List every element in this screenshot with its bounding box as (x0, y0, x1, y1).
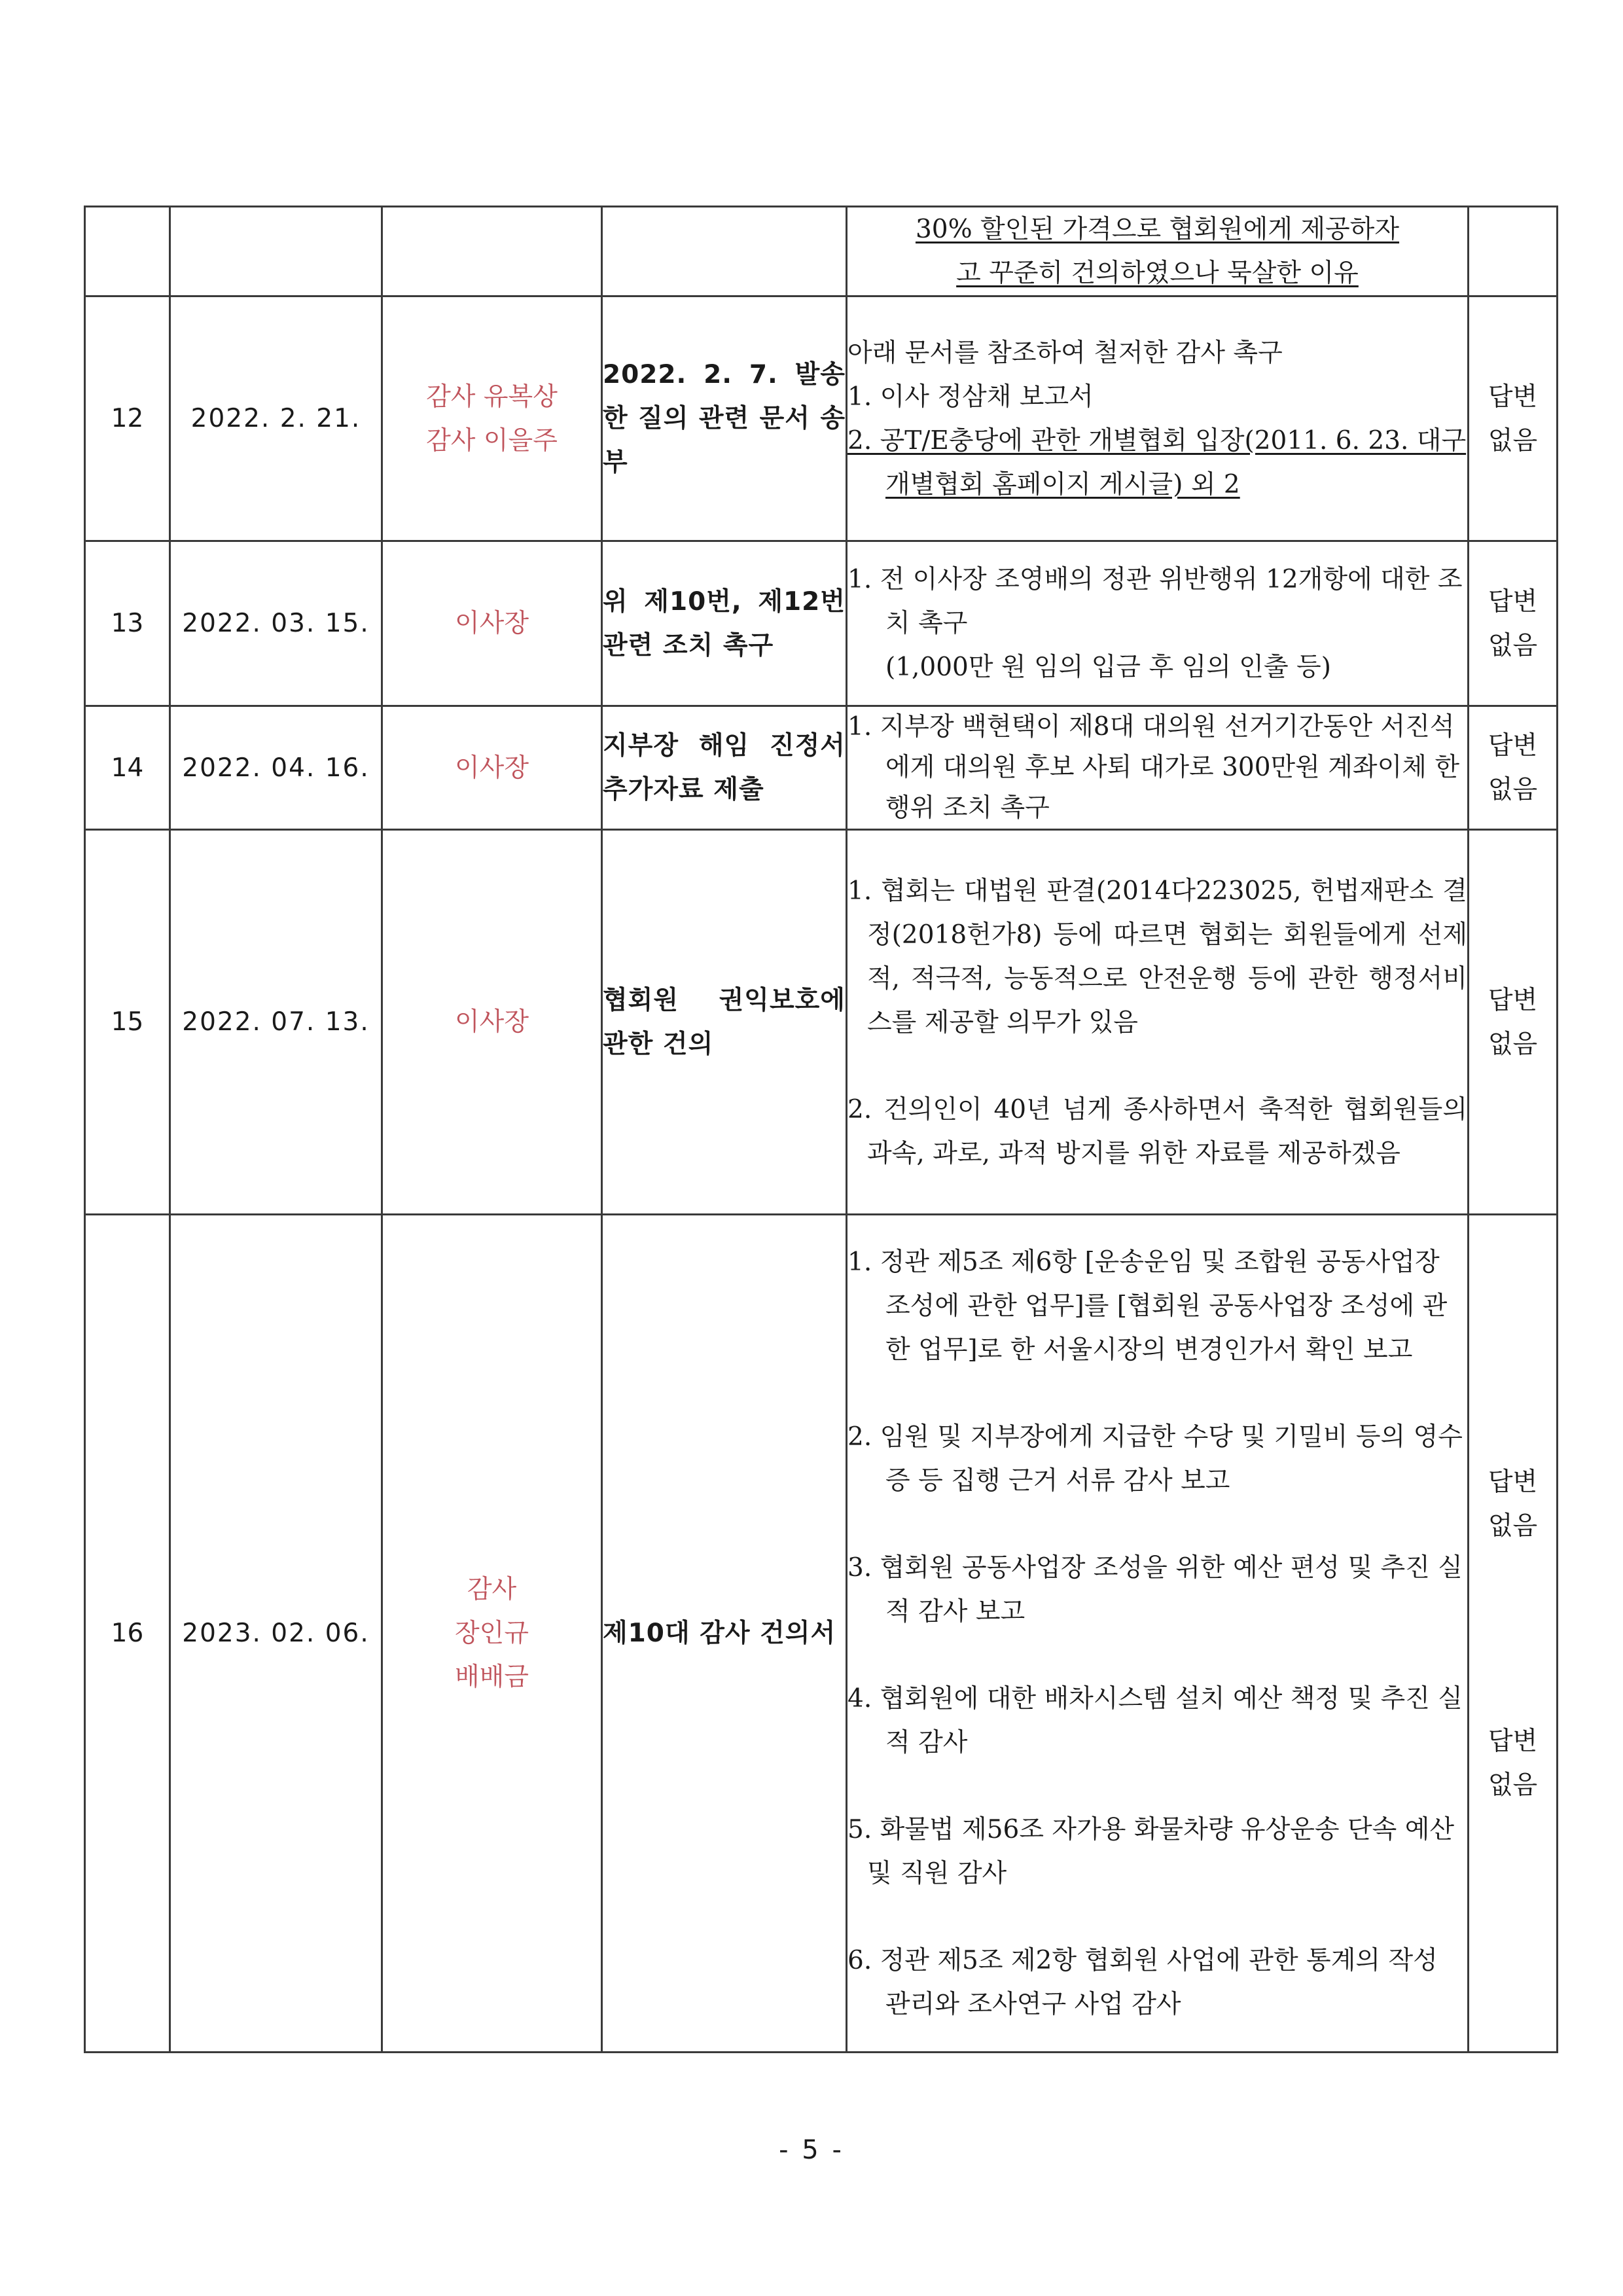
recipient-line: 이사장 (454, 753, 529, 783)
content-item: 1. 이사 정삼채 보고서 (847, 382, 1094, 412)
content-item: 2. 임원 및 지부장에게 지급한 수당 및 기밀비 등의 영수증 등 집행 근거 서류 감사 보고 (847, 1422, 1463, 1496)
row-content (847, 830, 1469, 1215)
reply-spacer (1469, 1548, 1556, 1719)
row-recipient (382, 541, 602, 706)
recipient-line: 이사장 (454, 609, 529, 638)
row-recipient (382, 1215, 602, 2053)
reply-line: 답변 (1488, 382, 1538, 412)
row-date: 2022. 03. 15. (170, 541, 382, 706)
recipient-line: 감사 유복상 (426, 382, 558, 412)
row-date: 2023. 02. 06. (170, 1215, 382, 2053)
row-date: 2022. 04. 16. (170, 706, 382, 830)
row-date: 2022. 07. 13. (170, 830, 382, 1215)
content-item: 1. 지부장 백현택이 제8대 대의원 선거기간동안 서진석에게 대의원 후보 사퇴 대가로 300만원 계좌이체 한 행위 조치 촉구 (847, 712, 1460, 823)
reply-line: 없음 (1488, 775, 1538, 804)
content-item: 1. 정관 제5조 제6항 [운송운임 및 조합원 공동사업장 조성에 관한 업무]를 [협회원 공동사업장 조성에 관한 업무]로 한 서울시장의 변경인가서 확인 보고 (847, 1247, 1448, 1365)
page-number: - 5 - (779, 2135, 844, 2165)
table-row (85, 296, 1558, 541)
continuation-title-cell (602, 207, 847, 296)
row-title: 제10대 감사 건의서 (602, 1215, 847, 2053)
recipient-line: 장인규 (454, 1619, 529, 1648)
recipient-line: 배배금 (454, 1662, 529, 1692)
content-item: 1. 협회는 대법원 판결(2014다223025, 헌법재판소 결정(2018헌가8) 등에 따르면 협회는 회원들에게 선제적, 적극적, 능동적으로 안전운행 등에 관한 행정서비스를 제공할 의무가 있음 (847, 876, 1467, 1037)
row-reply (1469, 830, 1558, 1215)
continuation-date-cell (170, 207, 382, 296)
reply-line: 없음 (1488, 425, 1538, 456)
row-reply (1469, 541, 1558, 706)
reply-line: 없음 (1488, 630, 1538, 660)
row-number: 12 (85, 296, 170, 541)
row-content (847, 541, 1469, 706)
content-gap (847, 1765, 1467, 1808)
petition-table (84, 206, 1558, 2053)
row-reply (1469, 1215, 1558, 2053)
content-item: 1. 전 이사장 조영배의 정관 위반행위 12개항에 대한 조치 촉구 (847, 565, 1463, 638)
content-item: 3. 협회원 공동사업장 조성을 위한 예산 편성 및 추진 실적 감사 보고 (847, 1553, 1463, 1626)
continuation-line: 30% 할인된 가격으로 협회원에게 제공하자 (915, 215, 1400, 244)
content-item: 6. 정관 제5조 제2항 협회원 사업에 관한 통계의 작성 관리와 조사연구 사업 감사 (847, 1946, 1438, 2019)
table-row (85, 706, 1558, 830)
row-content (847, 296, 1469, 541)
row-title: 협회원 권익보호에 관한 건의 (602, 830, 847, 1215)
content-note: (1,000만 원 임의 입금 후 임의 인출 등) (885, 653, 1331, 682)
continuation-no-cell (85, 207, 170, 296)
row-number: 16 (85, 1215, 170, 2053)
row-date: 2022. 2. 21. (170, 296, 382, 541)
row-reply (1469, 706, 1558, 830)
content-intro: 아래 문서를 참조하여 철저한 감사 촉구 (847, 338, 1283, 368)
content-item: 5. 화물법 제56조 자가용 화물차량 유상운송 단속 예산 및 직원 감사 (847, 1815, 1455, 1888)
row-title: 지부장 해임 진정서 추가자료 제출 (602, 706, 847, 830)
row-recipient (382, 830, 602, 1215)
reply-block (1469, 1719, 1556, 1807)
table-row (85, 830, 1558, 1215)
content-item: 2. 건의인이 40년 넘게 종사하면서 축적한 협회원들의 과속, 과로, 과적 방지를 위한 자료를 제공하겠음 (847, 1094, 1467, 1168)
recipient-line: 감사 (467, 1575, 517, 1604)
reply-block (1469, 1460, 1556, 1548)
reply-line: 답변 (1488, 1467, 1538, 1497)
row-content (847, 1215, 1469, 2053)
reply-line: 없음 (1488, 1029, 1538, 1059)
content-gap (847, 1634, 1467, 1677)
reply-line: 답변 (1488, 731, 1538, 761)
continuation-recipient-cell (382, 207, 602, 296)
reply-line: 답변 (1488, 1726, 1538, 1756)
row-reply (1469, 296, 1558, 541)
row-title: 2022. 2. 7. 발송한 질의 관련 문서 송부 (602, 296, 847, 541)
content-gap (847, 1503, 1467, 1546)
content-item: 4. 협회원에 대한 배차시스템 설치 예산 책정 및 추진 실적 감사 (847, 1684, 1463, 1757)
table-row (85, 1215, 1558, 2053)
row-recipient (382, 296, 602, 541)
reply-line: 없음 (1488, 1511, 1538, 1541)
recipient-line: 이사장 (454, 1007, 529, 1037)
content-gap (847, 1045, 1467, 1088)
reply-line: 답변 (1488, 985, 1538, 1015)
row-number: 14 (85, 706, 170, 830)
reply-line: 답변 (1488, 586, 1538, 617)
table-row (85, 541, 1558, 706)
continuation-content-cell (847, 207, 1469, 296)
row-recipient (382, 706, 602, 830)
reply-line: 없음 (1488, 1770, 1538, 1800)
continuation-line: 고 꾸준히 건의하였으나 묵살한 이유 (956, 259, 1359, 288)
recipient-line: 감사 이을주 (426, 425, 558, 456)
content-item: 2. 공T/E충당에 관한 개별협회 입장(2011. 6. 23. 대구개별협회 홈페이지 게시글) 외 2 (847, 425, 1467, 499)
row-number: 13 (85, 541, 170, 706)
row-number: 15 (85, 830, 170, 1215)
content-gap (847, 1372, 1467, 1415)
content-gap (847, 1895, 1467, 1939)
row-content (847, 706, 1469, 830)
row-title: 위 제10번, 제12번 관련 조치 촉구 (602, 541, 847, 706)
continuation-row (85, 207, 1558, 296)
continuation-reply-cell (1469, 207, 1558, 296)
